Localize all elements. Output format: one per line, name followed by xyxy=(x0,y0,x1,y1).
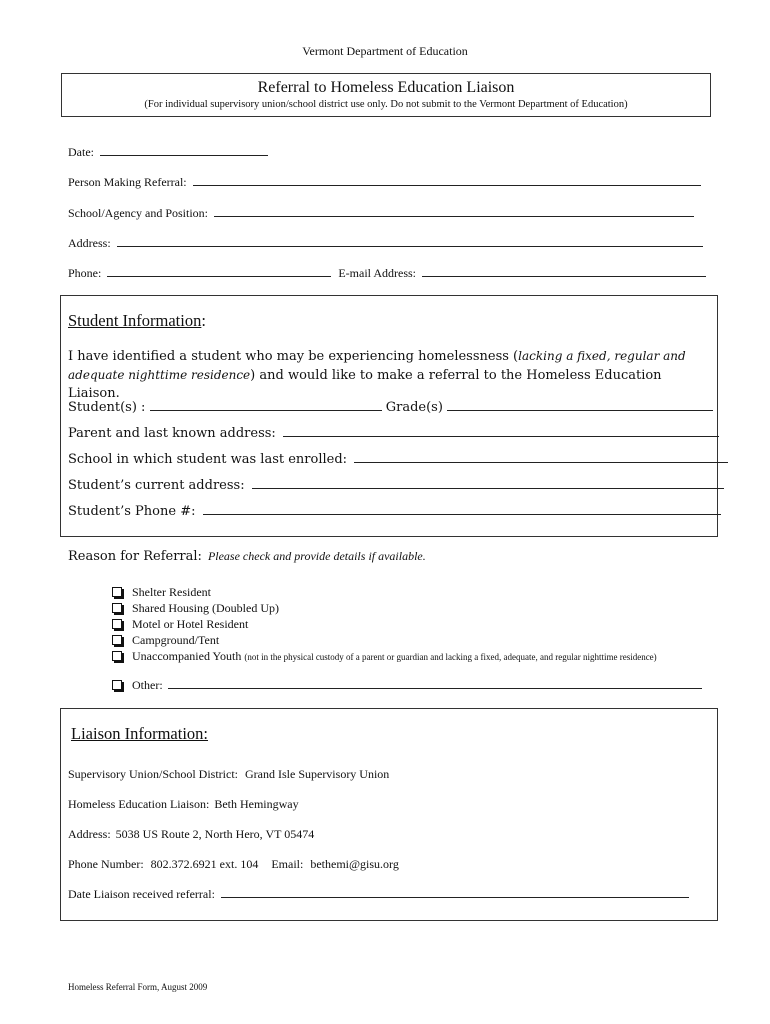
email-label: E-mail Address: xyxy=(338,266,416,280)
option-campground[interactable] xyxy=(112,633,219,648)
students-row xyxy=(68,400,713,415)
school-agency-field[interactable] xyxy=(214,215,694,217)
option-label: Campground/Tent xyxy=(132,633,220,647)
liaison-address-row xyxy=(68,827,314,842)
reason-row xyxy=(68,549,426,564)
received-row xyxy=(68,887,689,902)
checkbox-icon[interactable] xyxy=(112,587,122,597)
liaison-phone-label: Phone Number: xyxy=(68,857,144,871)
student-phone-field[interactable] xyxy=(203,513,721,515)
liaison-address-value: 5038 US Route 2, North Hero, VT 05474 xyxy=(115,827,315,841)
intro-italic: lacking a fixed, regular and adequate nighttime residence xyxy=(68,349,686,382)
checkbox-icon[interactable] xyxy=(112,619,122,629)
liaison-heading xyxy=(68,724,211,744)
district-label: Supervisory Union/School District: xyxy=(68,767,238,781)
date-field[interactable] xyxy=(100,154,268,156)
option-label: Motel or Hotel Resident xyxy=(132,617,249,631)
checkbox-icon[interactable] xyxy=(112,635,122,645)
liaison-name-row xyxy=(68,797,299,812)
option-shared-housing[interactable] xyxy=(112,601,279,616)
other-field[interactable] xyxy=(168,687,702,689)
last-school-field[interactable] xyxy=(354,461,728,463)
liaison-name-label: Homeless Education Liaison: xyxy=(68,797,210,811)
date-label: Date: xyxy=(68,145,94,159)
school-agency-row xyxy=(68,206,694,221)
person-row xyxy=(68,175,701,190)
option-unaccompanied[interactable] xyxy=(112,649,712,664)
liaison-address-label: Address: xyxy=(68,827,111,841)
received-label: Date Liaison received referral: xyxy=(68,887,215,901)
liaison-email-value: bethemi@gisu.org xyxy=(310,857,399,871)
reason-instruction: Please check and provide details if available. xyxy=(207,549,426,563)
school-agency-label: School/Agency and Position: xyxy=(68,206,208,220)
liaison-heading-text: Liaison Information: xyxy=(71,724,209,743)
student-phone-row xyxy=(68,504,721,519)
phone-email-row xyxy=(68,266,706,281)
parent-field[interactable] xyxy=(283,435,719,437)
address-label: Address: xyxy=(68,236,111,250)
liaison-email-label: Email: xyxy=(271,857,304,871)
current-address-row xyxy=(68,478,724,493)
checkbox-icon[interactable] xyxy=(112,680,122,690)
person-field[interactable] xyxy=(193,184,701,186)
option-label: Shared Housing (Doubled Up) xyxy=(132,601,279,615)
reason-label: Reason for Referral: xyxy=(68,549,202,564)
district-value: Grand Isle Supervisory Union xyxy=(245,767,390,781)
grade-field[interactable] xyxy=(447,409,713,411)
student-info-box xyxy=(60,295,718,537)
option-shelter[interactable] xyxy=(112,585,211,600)
address-row xyxy=(68,236,703,251)
option-label: Shelter Resident xyxy=(132,585,211,599)
option-other[interactable] xyxy=(112,678,702,693)
district-row xyxy=(68,767,389,782)
students-label: Student(s) : xyxy=(68,400,146,415)
received-field[interactable] xyxy=(221,896,689,898)
phone-field[interactable] xyxy=(107,275,331,277)
option-motel[interactable] xyxy=(112,617,248,632)
parent-label: Parent and last known address: xyxy=(68,426,276,441)
last-school-label: School in which student was last enrolled: xyxy=(68,452,348,467)
option-label: Unaccompanied Youth xyxy=(132,649,242,663)
intro-suffix: ) and would like to make a referral to the Homeless Education Liaison. xyxy=(68,368,662,401)
address-field[interactable] xyxy=(117,245,703,247)
department-header: Vermont Department of Education xyxy=(302,44,468,58)
option-label: Other: xyxy=(132,678,163,692)
student-intro xyxy=(68,347,708,403)
liaison-contact-row xyxy=(68,857,399,872)
current-address-label: Student’s current address: xyxy=(68,478,245,493)
students-field[interactable] xyxy=(150,409,382,411)
title-box xyxy=(61,73,711,117)
date-row xyxy=(68,145,268,160)
liaison-name-value: Beth Hemingway xyxy=(214,797,299,811)
phone-label: Phone: xyxy=(68,266,102,280)
checkbox-icon[interactable] xyxy=(112,603,122,613)
student-phone-label: Student’s Phone #: xyxy=(68,504,196,519)
unaccompanied-note: (not in the physical custody of a parent or guardian and lacking a fixed, adequate, and regular nighttime residence) xyxy=(244,652,657,662)
student-heading-text: Student Information xyxy=(68,311,202,330)
current-address-field[interactable] xyxy=(252,487,724,489)
form-title: Referral to Homeless Education Liaison xyxy=(257,79,515,96)
email-field[interactable] xyxy=(422,275,706,277)
intro-prefix: I have identified a student who may be experiencing homelessness ( xyxy=(68,349,519,364)
grade-label: Grade(s) xyxy=(385,400,443,415)
person-label: Person Making Referral: xyxy=(68,175,187,189)
last-school-row xyxy=(68,452,728,467)
footer-text: Homeless Referral Form, August 2009 xyxy=(68,982,208,992)
checkbox-icon[interactable] xyxy=(112,651,122,661)
form-subtitle: (For individual supervisory union/school district use only. Do not submit to the Vermont Department of Education) xyxy=(144,99,628,110)
student-heading-colon: : xyxy=(201,311,206,330)
student-heading xyxy=(68,311,206,331)
parent-row xyxy=(68,426,719,441)
liaison-phone-value: 802.372.6921 ext. 104 xyxy=(150,857,259,871)
